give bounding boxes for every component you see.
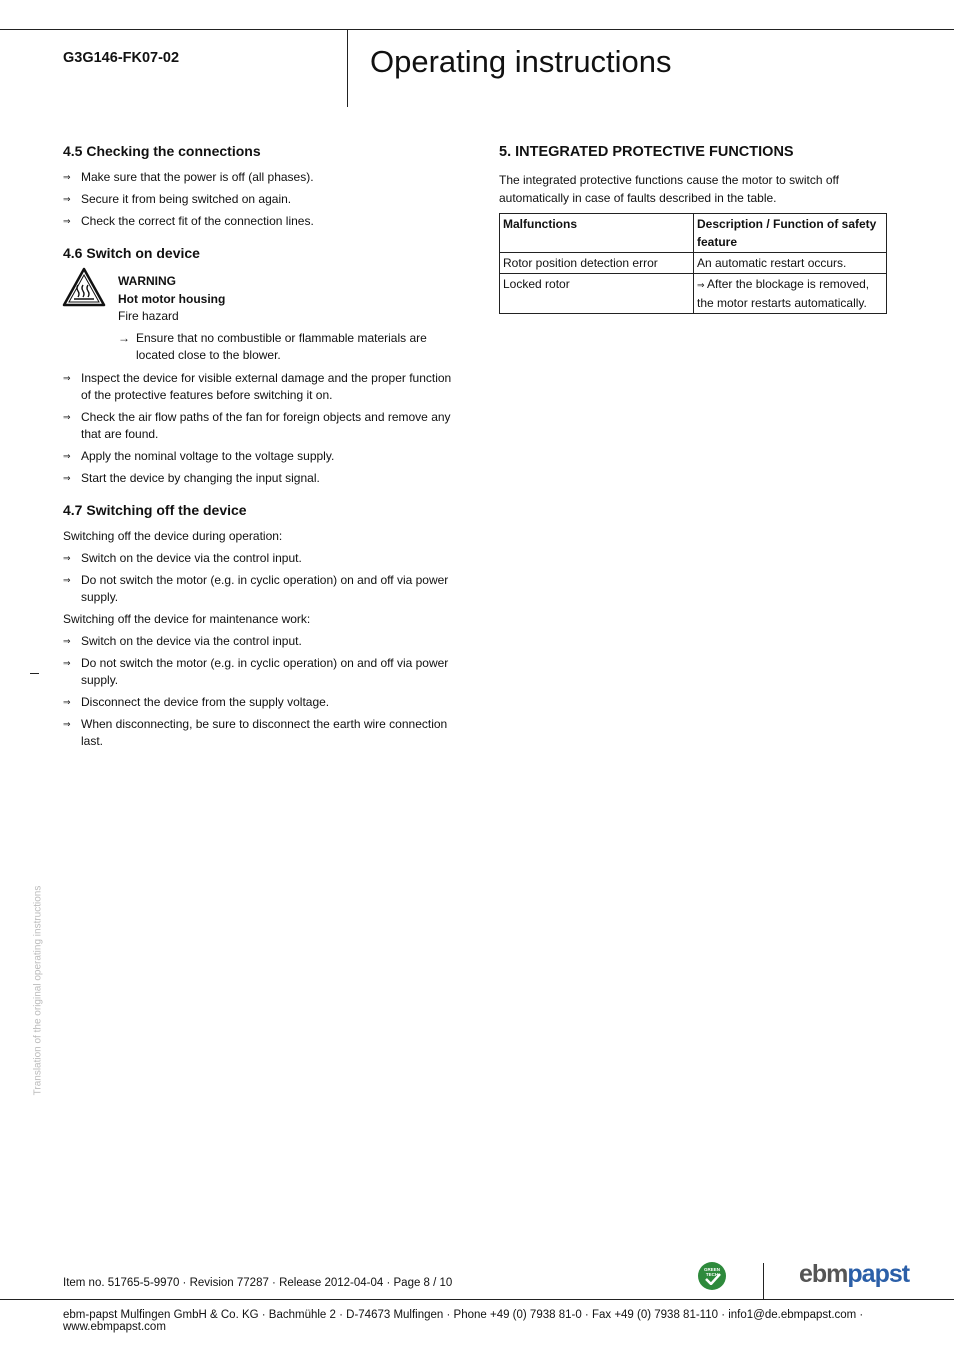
- table-cell: Rotor position detection error: [500, 253, 694, 274]
- double-arrow-icon: ⇒: [63, 451, 71, 461]
- double-arrow-icon: ⇒: [63, 194, 71, 204]
- header-divider: [347, 29, 348, 107]
- model-number: G3G146-FK07-02: [63, 50, 180, 66]
- list-item: ⇒ Do not switch the motor (e.g. in cyclic operation) on and off via power supply.: [63, 573, 449, 604]
- footer-divider: [763, 1263, 764, 1299]
- table-cell: ⇒ After the blockage is removed, the motor restarts automatically.: [694, 274, 887, 314]
- double-arrow-icon: ⇒: [63, 553, 71, 563]
- protective-functions-table: [499, 213, 887, 314]
- list-item: ⇒ Start the device by changing the input signal.: [63, 471, 320, 485]
- warning-title: Hot motor housing: [118, 291, 226, 306]
- table-cell: An automatic restart occurs.: [694, 253, 887, 274]
- list-item: ⇒ Make sure that the power is off (all phases).: [63, 170, 314, 184]
- ebmpapst-logo: ebmpapst: [799, 1260, 910, 1288]
- list-item: ⇒ Apply the nominal voltage to the voltage supply.: [63, 449, 335, 463]
- double-arrow-icon: ⇒: [63, 473, 71, 483]
- double-arrow-icon: ⇒: [63, 697, 71, 707]
- section-4-5-heading: 4.5 Checking the connections: [63, 143, 261, 159]
- list-item: ⇒ Switch on the device via the control input.: [63, 634, 302, 648]
- warning-hazard: Fire hazard: [118, 309, 179, 323]
- intro-operation: Switching off the device during operation:: [63, 529, 283, 543]
- list-item: ⇒ Check the correct fit of the connection lines.: [63, 214, 314, 228]
- double-arrow-icon: ⇒: [63, 719, 71, 729]
- table-header-cell: Malfunctions: [500, 214, 694, 253]
- section-4-6-heading: 4.6 Switch on device: [63, 245, 200, 261]
- list-item: ⇒ Do not switch the motor (e.g. in cyclic operation) on and off via power supply.: [63, 656, 449, 687]
- margin-mark: [30, 673, 39, 674]
- intro-maintenance: Switching off the device for maintenance work:: [63, 612, 311, 626]
- section-5-intro: The integrated protective functions cause the motor to switch off automatically in case of faults described in the table.: [499, 173, 839, 205]
- section-4-7-heading: 4.7 Switching off the device: [63, 502, 247, 518]
- table-row: [500, 253, 887, 274]
- warning-label: WARNING: [118, 274, 176, 288]
- header-top-rule: [0, 29, 954, 30]
- page-title: Operating instructions: [370, 44, 672, 79]
- footer-rule: [0, 1299, 954, 1300]
- double-arrow-icon: ⇒: [63, 636, 71, 646]
- list-item: ⇒ Disconnect the device from the supply voltage.: [63, 695, 330, 709]
- list-item: ⇒ Check the air flow paths of the fan for foreign objects and remove any that are found.: [63, 410, 451, 441]
- warning-block: [118, 273, 438, 365]
- double-arrow-icon: ⇒: [697, 280, 708, 290]
- table-cell: Locked rotor: [500, 274, 694, 314]
- side-note: Translation of the original operating instructions: [32, 885, 44, 1096]
- section-5-heading: 5. INTEGRATED PROTECTIVE FUNCTIONS: [499, 144, 794, 160]
- green-tech-badge: GREEN TECH: [698, 1262, 726, 1290]
- warning-instruction: → Ensure that no combustible or flammable materials are located close to the blower.: [118, 330, 427, 362]
- double-arrow-icon: ⇒: [63, 172, 71, 182]
- list-item: ⇒ When disconnecting, be sure to disconnect the earth wire connection last.: [63, 717, 448, 748]
- double-arrow-icon: ⇒: [63, 575, 71, 585]
- double-arrow-icon: ⇒: [63, 412, 71, 422]
- double-arrow-icon: ⇒: [63, 216, 71, 226]
- table-header-row: [500, 214, 887, 253]
- check-icon: [705, 1273, 721, 1285]
- double-arrow-icon: ⇒: [63, 373, 71, 383]
- list-item: ⇒ Switch on the device via the control input.: [63, 551, 302, 565]
- table-row: [500, 274, 887, 314]
- item-info: Item no. 51765-5-9970 · Revision 77287 · Release 2012-04-04 · Page 8 / 10: [63, 1277, 453, 1289]
- double-arrow-icon: ⇒: [63, 658, 71, 668]
- hot-surface-warning-icon: [62, 267, 106, 307]
- list-item: ⇒ Secure it from being switched on again.: [63, 192, 292, 206]
- company-info: ebm-papst Mulfingen GmbH & Co. KG · Bachmühle 2 · D-74673 Mulfingen · Phone +49 (0) 7938 81-0 · Fax +49 (0) 7938 81-110 · info1@de.ebmpapst.com · www.ebmpapst.com: [63, 1309, 864, 1333]
- arrow-right-icon: →: [118, 330, 130, 345]
- list-item: ⇒ Inspect the device for visible external damage and the proper function of the protective features before switching it on.: [63, 371, 452, 402]
- table-header-cell: Description / Function of safety feature: [694, 214, 887, 253]
